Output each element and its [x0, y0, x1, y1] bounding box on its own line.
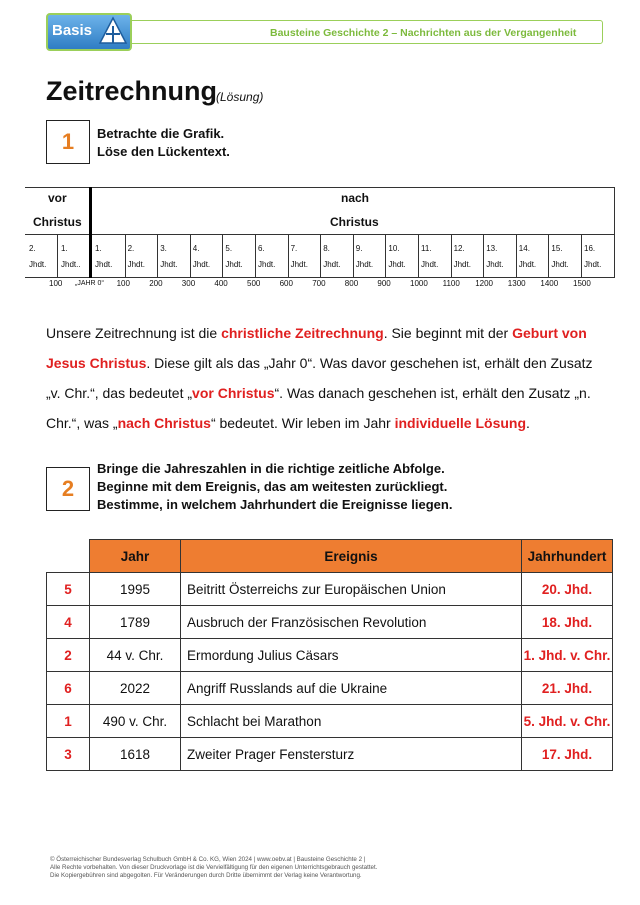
century-number: 14.: [518, 244, 530, 253]
footer-line: © Österreichischer Bundesverlag Schulbuch GmbH & Co. KG, Wien 2024 | www.oebv.at | Bausteine Geschichte 2 |: [50, 856, 366, 863]
timeline-tick: [57, 235, 58, 278]
footer: [50, 856, 470, 880]
row-order: 6: [47, 672, 90, 705]
century-unit: Jhdt.: [29, 260, 47, 269]
timeline-year-label: 400: [214, 279, 228, 288]
timeline-year-label: 600: [279, 279, 293, 288]
timeline-year-label: 300: [181, 279, 196, 288]
answer-christliche-zeitrechnung: christliche Zeitrechnung: [221, 325, 384, 341]
timeline-cell-after: [95, 241, 112, 273]
timeline-year-label: 500: [247, 279, 261, 288]
order-header: [47, 540, 90, 573]
table-row: [47, 639, 613, 672]
task1-line: Löse den Lückentext.: [97, 144, 230, 159]
century-number: 10.: [388, 244, 400, 253]
row-century: 17. Jhd.: [522, 738, 613, 771]
timeline-cell-before: [61, 241, 81, 273]
century-number: 7.: [290, 244, 298, 253]
century-number: 6.: [258, 244, 265, 253]
table-row: [47, 573, 613, 606]
century-unit: Jhdt.: [192, 260, 211, 269]
timeline-year-label: 900: [377, 279, 391, 288]
timeline-vor: vor: [48, 191, 67, 205]
task2-line: Bringe die Jahreszahlen in die richtige zeitliche Abfolge.: [97, 461, 445, 476]
century-number: 16.: [584, 244, 596, 253]
timeline-cell-after: [584, 241, 601, 273]
text-segment: “. Was danach geschehen ist, erhält den Zusatz „n. Chr.“, was „: [46, 385, 591, 431]
answer-geburt: Geburt von Jesus Christus: [46, 325, 587, 371]
century-unit: Jhdt.: [258, 260, 276, 269]
timeline-tick: [385, 235, 386, 278]
timeline-year-label: 100: [49, 279, 63, 288]
century-unit: Jhdt.: [453, 260, 471, 269]
timeline-year-label: 1400: [540, 279, 559, 288]
timeline-tick: [255, 235, 256, 278]
task1-line: Betrachte die Grafik.: [97, 126, 225, 141]
century-number: 8.: [323, 244, 330, 253]
task-number-1: 1: [46, 120, 90, 164]
timeline-cell-after: [388, 241, 405, 273]
footer-line: Alle Rechte vorbehalten. Von dieser Druckvorlage ist die Vervielfältigung für den eigenen Unterrichtsgebrauch gestattet.: [50, 864, 378, 871]
task2-line: Bestimme, in welchem Jahrhundert die Ereignisse liegen.: [97, 497, 453, 512]
task2-instructions: [97, 460, 452, 514]
header-ereignis: Ereignis: [181, 540, 522, 573]
century-number: 1.: [61, 244, 68, 253]
timeline-cell-after: [421, 241, 438, 273]
timeline-year-label: 1300: [507, 279, 526, 288]
cloze-text: [46, 318, 606, 438]
century-unit: Jhdt.: [551, 260, 569, 269]
timeline-cell-after: [356, 241, 373, 273]
timeline-year-label: 1200: [475, 279, 493, 288]
timeline-cell-after: [551, 241, 568, 273]
timeline-year-label: 1100: [442, 279, 460, 288]
century-unit: Jhdt.: [127, 260, 145, 269]
timeline-tick: [157, 235, 158, 278]
timeline-cell-after: [128, 241, 145, 273]
answer-vor-christus: vor Christus: [192, 385, 275, 401]
century-unit: Jhdt..: [61, 260, 81, 269]
timeline-tick: [222, 235, 223, 278]
century-number: 12.: [453, 244, 465, 253]
row-order: 2: [47, 639, 90, 672]
table-row: [47, 705, 613, 738]
triangle-logo-icon: [98, 16, 128, 46]
century-unit: Jhdt.: [290, 260, 308, 269]
logo-text: Basis: [52, 22, 93, 39]
header-jahr: Jahr: [90, 540, 181, 573]
century-unit: Jhdt.: [225, 260, 243, 269]
timeline-tick: [288, 235, 289, 278]
text-segment: . Sie beginnt mit der: [383, 325, 513, 341]
timeline-year-label: 1500: [573, 279, 591, 288]
answer-individuell: individuelle Lösung: [394, 415, 527, 431]
row-year: 2022: [90, 672, 181, 705]
row-century: 21. Jhd.: [522, 672, 613, 705]
timeline-year-label: 100: [116, 279, 130, 288]
row-event: Beitritt Österreichs zur Europäischen Union: [181, 573, 522, 606]
century-number: 2.: [29, 244, 36, 253]
timeline-cell-before: [29, 241, 46, 273]
timeline-tick: [190, 235, 191, 278]
answer-nach-christus: nach Christus: [117, 415, 211, 431]
century-unit: Jhdt.: [355, 260, 374, 269]
row-century: 5. Jhd. v. Chr.: [522, 705, 613, 738]
timeline-christus-before: Christus: [33, 215, 82, 229]
timeline-tick: [548, 235, 549, 278]
table-row: [47, 672, 613, 705]
row-event: Zweiter Prager Fenstersturz: [181, 738, 522, 771]
text-segment: Unsere Zeitrechnung ist die: [46, 325, 222, 341]
timeline: [25, 187, 615, 287]
footer-line: Die Kopiergebühren sind abgegolten. Für Veränderungen durch Dritte übernimmt der Verlag keine Verantwortung.: [50, 872, 362, 879]
timeline-christus-after: Christus: [330, 215, 379, 229]
century-number: 1.: [95, 244, 102, 253]
page-subtitle: (Lösung): [216, 90, 264, 104]
timeline-cell-after: [454, 241, 471, 273]
table-row: [47, 606, 613, 639]
row-century: 20. Jhd.: [522, 573, 613, 606]
timeline-cell-after: [519, 241, 536, 273]
century-number: 15.: [551, 244, 563, 253]
task1-instructions: [97, 125, 230, 161]
row-year: 44 v. Chr.: [90, 639, 181, 672]
century-number: 13.: [486, 244, 498, 253]
timeline-nach: nach: [341, 191, 370, 205]
row-order: 5: [47, 573, 90, 606]
timeline-year-label: 800: [344, 279, 359, 288]
century-unit: Jhdt.: [323, 260, 341, 269]
text-segment: . Diese gilt als das „Jahr 0“. Was davor geschehen ist, erhält den Zusatz „v. Chr.“, das bedeutet „: [46, 355, 593, 401]
timeline-jahr0-label: „JAHR 0“: [75, 280, 104, 287]
row-year: 1995: [90, 573, 181, 606]
row-century: 18. Jhd.: [522, 606, 613, 639]
century-unit: Jhdt.: [160, 260, 178, 269]
table-row: [47, 738, 613, 771]
century-unit: Jhdt.: [95, 260, 113, 269]
task-number-2: 2: [46, 467, 90, 511]
row-year: 490 v. Chr.: [90, 705, 181, 738]
timeline-right-border: [614, 187, 615, 278]
row-event: Schlacht bei Marathon: [181, 705, 522, 738]
century-unit: Jhdt.: [388, 260, 406, 269]
timeline-cell-after: [160, 241, 177, 273]
timeline-cell-after: [193, 241, 210, 273]
century-unit: Jhdt.: [421, 260, 439, 269]
row-event: Angriff Russlands auf die Ukraine: [181, 672, 522, 705]
century-unit: Jhdt.: [518, 260, 537, 269]
timeline-tick: [516, 235, 517, 278]
century-number: 5.: [225, 244, 233, 253]
timeline-tick: [353, 235, 354, 278]
timeline-cell-after: [291, 241, 308, 273]
timeline-year-zero-divider: [89, 187, 92, 278]
century-number: 3.: [160, 244, 167, 253]
century-number: 2.: [127, 244, 135, 253]
text-segment: .: [526, 415, 530, 431]
timeline-tick: [125, 235, 126, 278]
timeline-tick: [418, 235, 419, 278]
timeline-cell-after: [258, 241, 275, 273]
row-century: 1. Jhd. v. Chr.: [522, 639, 613, 672]
timeline-cell-after: [486, 241, 503, 273]
events-table: [46, 539, 613, 771]
header-title: Bausteine Geschichte 2 – Nachrichten aus der Vergangenheit: [270, 27, 577, 39]
timeline-tick: [483, 235, 484, 278]
row-order: 1: [47, 705, 90, 738]
table-header-row: [47, 540, 613, 573]
century-number: 9.: [355, 244, 363, 253]
row-event: Ermordung Julius Cäsars: [181, 639, 522, 672]
page-title: Zeitrechnung: [46, 76, 218, 106]
timeline-year-label: 1000: [410, 279, 428, 288]
century-number: 4.: [192, 244, 200, 253]
century-number: 11.: [421, 244, 432, 253]
row-order: 4: [47, 606, 90, 639]
timeline-tick: [320, 235, 321, 278]
century-unit: Jhdt.: [584, 260, 602, 269]
text-segment: “ bedeutet. Wir leben im Jahr: [210, 415, 395, 431]
header-jahrhundert: Jahrhundert: [522, 540, 613, 573]
timeline-tick: [451, 235, 452, 278]
row-order: 3: [47, 738, 90, 771]
century-unit: Jhdt.: [486, 260, 504, 269]
row-year: 1789: [90, 606, 181, 639]
timeline-top-border: [25, 187, 615, 188]
task2-line: Beginne mit dem Ereignis, das am weitesten zurückliegt.: [97, 479, 448, 494]
row-event: Ausbruch der Französischen Revolution: [181, 606, 522, 639]
timeline-cell-after: [323, 241, 340, 273]
timeline-year-label: 200: [149, 279, 163, 288]
timeline-tick: [581, 235, 582, 278]
timeline-year-label: 700: [312, 279, 326, 288]
timeline-cell-after: [225, 241, 242, 273]
row-year: 1618: [90, 738, 181, 771]
